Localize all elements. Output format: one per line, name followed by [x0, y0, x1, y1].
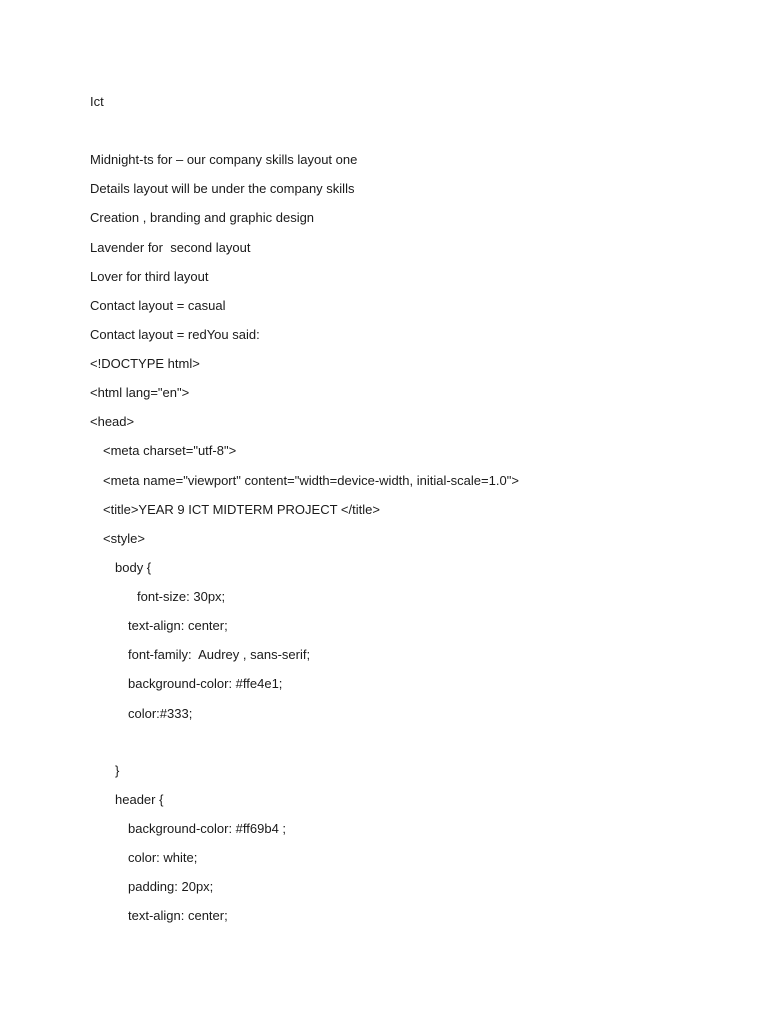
code-line: color:#333; — [128, 706, 193, 721]
code-line: background-color: #ffe4e1; — [128, 676, 283, 691]
note-line: Midnight-ts for – our company skills layout one — [90, 152, 358, 167]
code-line: <html lang="en"> — [90, 385, 190, 400]
code-line: <meta name="viewport" content="width=device-width, initial-scale=1.0"> — [103, 473, 519, 488]
code-line: header { — [115, 792, 164, 807]
note-line: Contact layout = casual — [90, 298, 226, 313]
note-line: Lavender for second layout — [90, 240, 251, 255]
code-line: <meta charset="utf-8"> — [103, 443, 237, 458]
document-title: Ict — [90, 94, 104, 109]
code-line: <title>YEAR 9 ICT MIDTERM PROJECT </title> — [103, 502, 380, 517]
code-line: <style> — [103, 531, 145, 546]
code-line: color: white; — [128, 850, 198, 865]
code-line: background-color: #ff69b4 ; — [128, 821, 287, 836]
note-line: Details layout will be under the company skills — [90, 181, 355, 196]
code-line: <head> — [90, 414, 135, 429]
code-line: padding: 20px; — [128, 879, 214, 894]
note-line: Lover for third layout — [90, 269, 209, 284]
code-line: font-size: 30px; — [137, 589, 226, 604]
code-line: text-align: center; — [128, 618, 228, 633]
note-line: Creation , branding and graphic design — [90, 210, 315, 225]
code-line: body { — [115, 560, 152, 575]
note-line: Contact layout = redYou said: — [90, 327, 260, 342]
code-line: font-family: Audrey , sans-serif; — [128, 647, 311, 662]
code-line: <!DOCTYPE html> — [90, 356, 200, 371]
code-line: text-align: center; — [128, 908, 228, 923]
code-line: } — [115, 763, 120, 778]
